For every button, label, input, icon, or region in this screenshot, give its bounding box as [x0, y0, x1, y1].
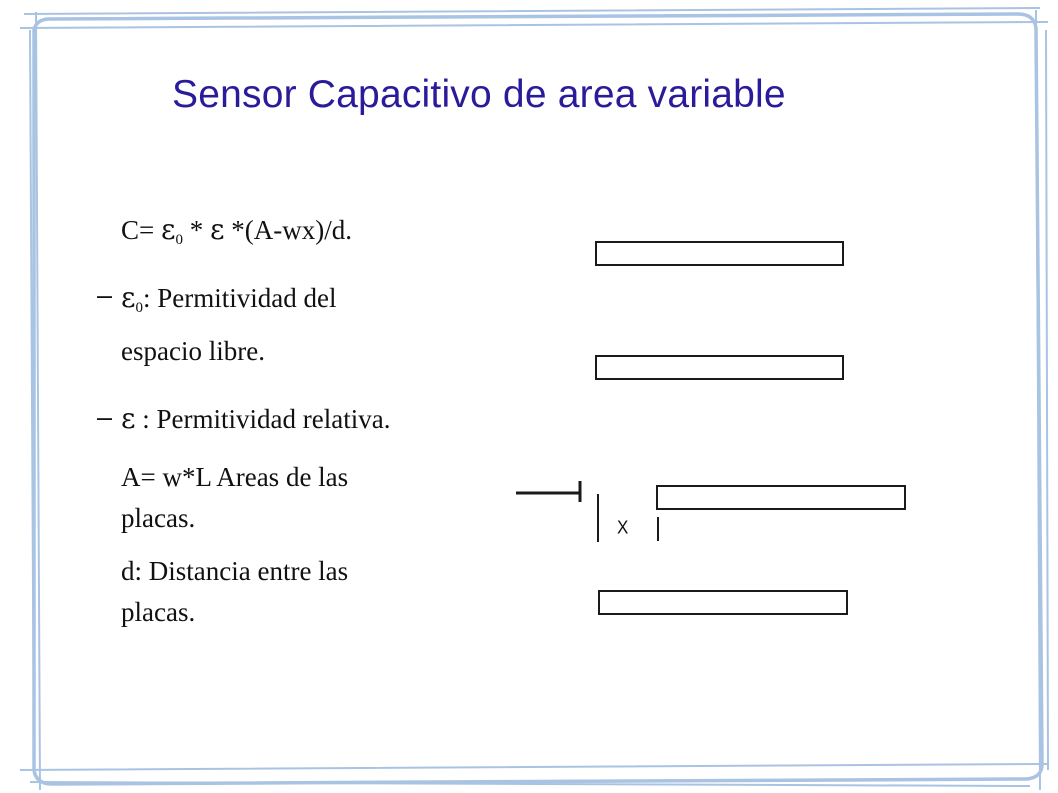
fixed-plate-top-2: [595, 355, 844, 380]
epsilon-symbol: ε: [121, 402, 136, 435]
epsilon-symbol: ε: [161, 213, 176, 246]
epsilon-subscript: 0: [135, 300, 144, 316]
fixed-plate-top-1: [595, 241, 844, 266]
slide-title: Sensor Capacitivo de area variable: [172, 73, 786, 116]
displacement-marker-right: [657, 517, 659, 541]
displacement-label-x: X: [617, 517, 629, 538]
definition-area-line2: placas.: [121, 503, 196, 533]
bullet-continuation: espacio libre.: [121, 336, 265, 366]
epsilon-symbol-2: ε: [210, 213, 225, 246]
definition-distance-line1: d: Distancia entre las: [121, 556, 349, 586]
epsilon-subscript: 0: [175, 232, 184, 248]
arrow-right-icon: [512, 476, 588, 506]
moving-plate: [656, 485, 906, 510]
formula-mid: *: [183, 215, 211, 245]
bullet-dash: –: [97, 402, 113, 432]
displacement-marker-left: [597, 494, 599, 542]
formula: [121, 213, 353, 248]
bullet-permitividad-libre: [121, 281, 337, 316]
bullet-dash: –: [97, 280, 113, 310]
formula-prefix: C=: [121, 215, 161, 245]
bullet-text: : Permitividad del: [143, 283, 337, 313]
definition-area-line1: A= w*L Areas de las: [121, 462, 349, 492]
fixed-plate-bottom: [598, 590, 848, 615]
epsilon-symbol: ε: [121, 281, 136, 314]
bullet-text: : Permitividad relativa.: [135, 404, 391, 434]
bullet-permitividad-relativa: [121, 402, 391, 435]
formula-suffix: *(A-wx)/d.: [224, 215, 353, 245]
definition-distance-line2: placas.: [121, 597, 196, 627]
